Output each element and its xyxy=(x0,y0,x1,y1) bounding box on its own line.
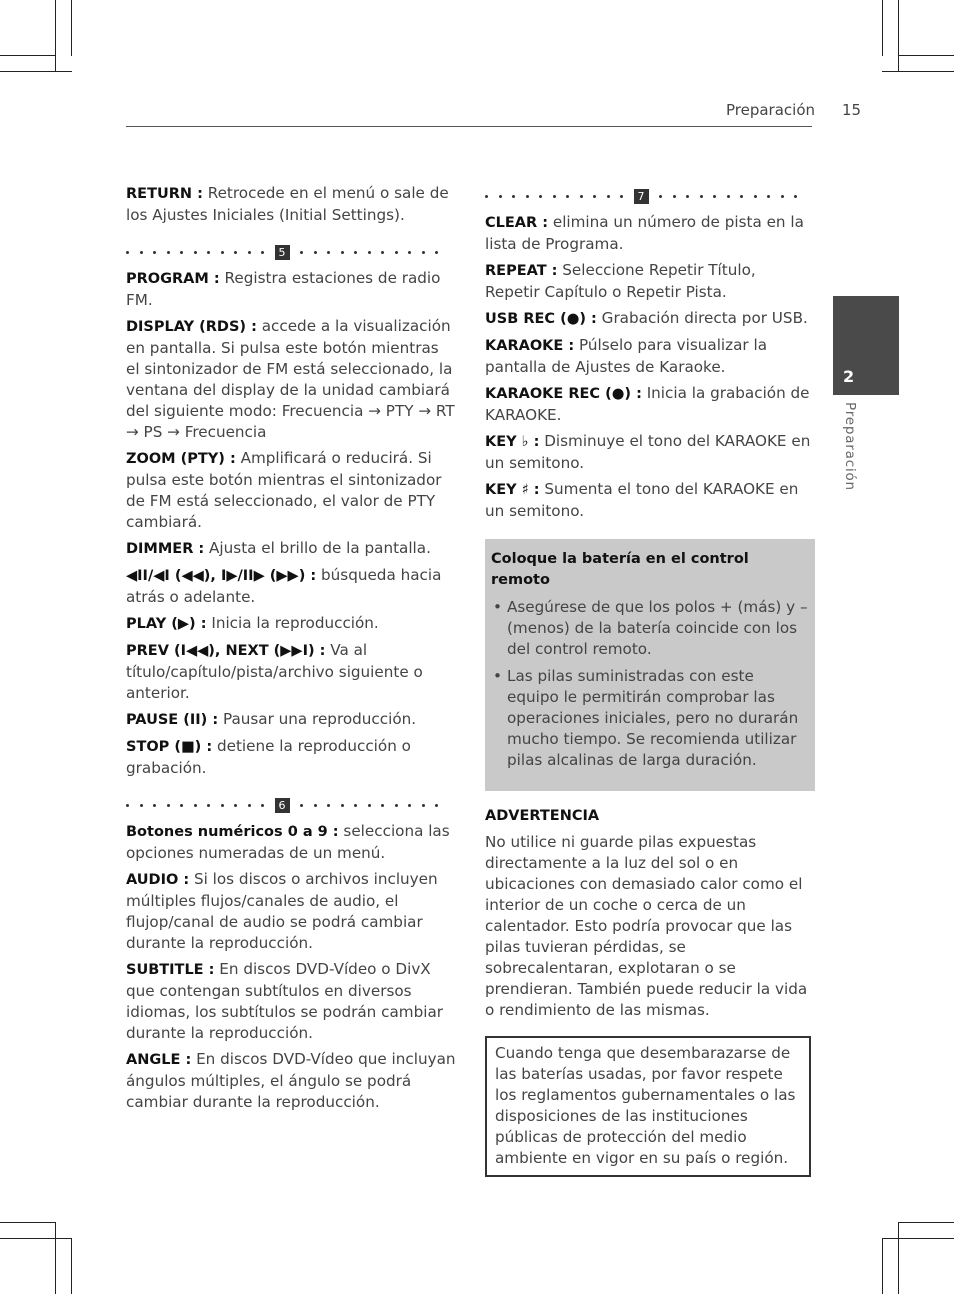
crop-mark xyxy=(898,55,954,56)
battery-note-box xyxy=(485,539,815,791)
entry-play: PLAY (▶) : Inicia la reproducción. xyxy=(126,614,379,632)
crop-mark xyxy=(882,0,883,56)
entry-program: PROGRAM : Registra estaciones de radio FM. xyxy=(126,269,441,309)
entry-usb-rec: USB REC (●) : Grabación directa por USB. xyxy=(485,309,808,327)
crop-mark xyxy=(898,1222,954,1223)
crop-mark xyxy=(71,0,72,56)
entry-karaoke-rec: KARAOKE REC (●) : Inicia la grabación de KARAOKE. xyxy=(485,384,810,424)
crop-mark xyxy=(0,1238,72,1239)
entry-angle: ANGLE : En discos DVD-Vídeo que incluyan ángulos múltiples, el ángulo se podrá cambiar durante la reproducción. xyxy=(126,1050,456,1111)
header-section-title: Preparación xyxy=(726,101,816,119)
section-number: 6 xyxy=(275,798,290,813)
header-rule xyxy=(126,126,812,127)
entry-key-sharp: KEY ♯ : Sumenta el tono del KARAOKE en un semitono. xyxy=(485,480,799,520)
warning-title: ADVERTENCIA xyxy=(485,808,600,824)
crop-mark xyxy=(882,1238,954,1239)
entry-dimmer: DIMMER : Ajusta el brillo de la pantalla. xyxy=(126,539,431,557)
list-item: • Asegúrese de que los polos + (más) y – (menos) de la batería coincide con los del control remoto. xyxy=(491,597,809,660)
entry-numeric-buttons: Botones numéricos 0 a 9 : selecciona las opciones numeradas de un menú. xyxy=(126,822,450,862)
section-separator-7 xyxy=(485,186,797,206)
entry-repeat: REPEAT : Seleccione Repetir Título, Repetir Capítulo o Repetir Pista. xyxy=(485,261,756,301)
entry-return: RETURN : Retrocede en el menú o sale de los Ajustes Iniciales (Initial Settings). xyxy=(126,184,449,224)
entry-pause: PAUSE (II) : Pausar una reproducción. xyxy=(126,710,417,728)
entry-stop: STOP (■) : detiene la reproducción o grabación. xyxy=(126,737,411,777)
crop-mark xyxy=(71,1238,72,1294)
page-number: 15 xyxy=(842,101,862,119)
crop-mark xyxy=(55,1222,56,1294)
entry-search: ◀II/◀I (◀◀), I▶/II▶ (▶▶) : búsqueda hacia atrás o adelante. xyxy=(126,566,442,606)
entry-key-flat: KEY ♭ : Disminuye el tono del KARAOKE en un semitono. xyxy=(485,432,811,472)
warning-text: No utilice ni guarde pilas expuestas directamente a la luz del sol o en ubicaciones con demasiado calor como el interior de un coche o cerca de un calentador. Esto podría provocar que las pilas tuvieran pérdidas, se sobrecalentaran, explotaran o se prendieran. También puede reducir la vida o rendimiento de las mismas. xyxy=(485,833,808,1019)
crop-mark xyxy=(0,71,72,72)
entry-karaoke: KARAOKE : Púlselo para visualizar la pantalla de Ajustes de Karaoke. xyxy=(485,336,768,376)
entry-zoom: ZOOM (PTY) : Amplificará o reducirá. Si pulsa este botón mientras el sintonizador de FM está seleccionado, el valor de PTY cambiará. xyxy=(126,449,442,531)
disposal-notice: Cuando tenga que desembarazarse de las baterías usadas, por favor respete los reglamentos gubernamentales o las disposiciones de las instituciones públicas de protección del medio ambiente en vigor en su país o región. xyxy=(485,1036,811,1177)
crop-mark xyxy=(0,55,56,56)
column-right xyxy=(485,186,815,1177)
crop-mark xyxy=(0,1222,56,1223)
entry-prev-next: PREV (I◀◀), NEXT (▶▶I) : Va al título/capítulo/pista/archivo siguiente o anterior. xyxy=(126,641,423,702)
crop-mark xyxy=(898,0,899,72)
entry-audio: AUDIO : Si los discos o archivos incluyen múltiples flujos/canales de audio, el flujop/canal de audio se podrá cambiar durante la reproducción. xyxy=(126,870,438,952)
crop-mark xyxy=(55,0,56,72)
section-number: 5 xyxy=(275,245,290,260)
entry-subtitle: SUBTITLE : En discos DVD-Vídeo o DivX que contengan subtítulos en diversos idiomas, los subtítulos se podrán cambiar durante la reproducción. xyxy=(126,960,444,1042)
entry-clear: CLEAR : elimina un número de pista en la lista de Programa. xyxy=(485,213,804,253)
note-list xyxy=(491,597,809,771)
section-number: 7 xyxy=(634,189,649,204)
crop-mark xyxy=(882,71,954,72)
section-separator-6 xyxy=(126,795,438,815)
crop-mark xyxy=(882,1238,883,1294)
entry-display: DISPLAY (RDS) : accede a la visualización en pantalla. Si pulsa este botón mientras el sintonizador de FM está seleccionado, la ventana del display de la unidad cambiará del siguiente modo: Frecuencia → PTY → RT → PS → Frecuencia xyxy=(126,317,455,441)
crop-mark xyxy=(898,1222,899,1294)
section-separator-5 xyxy=(126,242,438,262)
note-title: Coloque la batería en el control remoto xyxy=(491,551,749,588)
column-left xyxy=(126,183,456,1118)
chapter-number: 2 xyxy=(843,367,855,386)
chapter-tab-label: Preparación xyxy=(842,402,858,491)
list-item: • Las pilas suministradas con este equipo le permitirán comprobar las operaciones iniciales, pero no durarán mucho tiempo. Se recomienda utilizar pilas alcalinas de larga duración. xyxy=(491,666,809,771)
